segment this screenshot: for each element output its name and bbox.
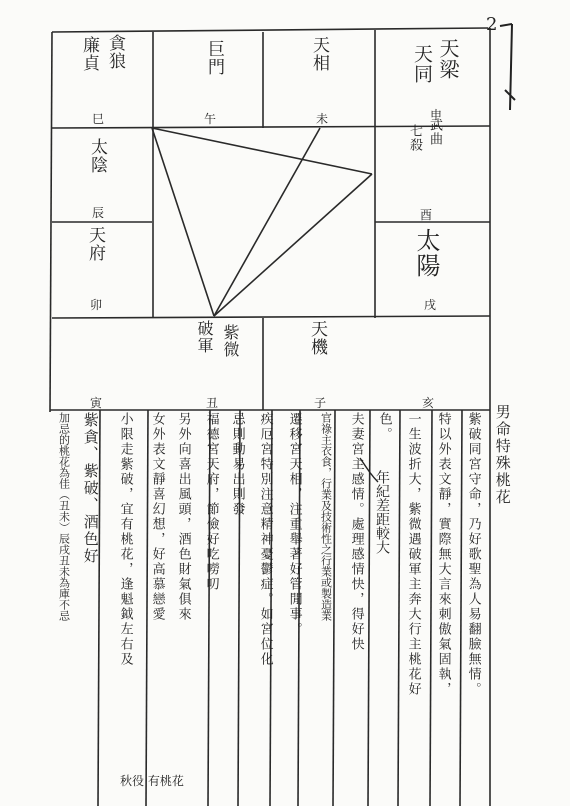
notes-col-7: 遷移宮天相，注重舉著好管閒事。 (286, 412, 302, 637)
cell-shen-star-4: 七殺 (407, 124, 422, 152)
branch-you: 酉 (420, 208, 433, 222)
branch-xu: 戌 (424, 298, 437, 312)
cell-wei-star: 天相 (309, 36, 329, 72)
branch-chen: 辰 (92, 206, 105, 220)
notes-col-6: 官祿主衣食，行業及技術性之行業或製造業 (319, 412, 333, 621)
branch-wu: 午 (204, 112, 217, 126)
branch-mao: 卯 (90, 298, 103, 312)
notes-col-12: 女外表文靜喜幻想，好高慕戀愛 (149, 412, 165, 622)
branch-chou: 丑 (206, 396, 219, 410)
cell-wu-star: 巨門 (204, 40, 224, 76)
cell-shen-star-2: 天同 (411, 44, 433, 84)
notes-col-4: 色。 (376, 412, 392, 442)
annotation-age-note: 年紀差距較大 (374, 470, 390, 554)
notes-title: 男命特殊桃花 (493, 404, 512, 506)
branch-hai: 亥 (422, 396, 435, 410)
notes-col-1: 紫破同宮守命，乃好歌聖為人易翻臉無情。 (465, 412, 481, 697)
notes-col-5: 夫妻宮主感情。處理感情快，得好快 (348, 412, 364, 652)
notes-col-8: 疾厄宮特別注意精神憂鬱症。如宮位化 (257, 412, 273, 667)
cell-shen-star-3: 武曲 (427, 118, 442, 146)
page-number: 2 (486, 14, 498, 35)
cell-si-star-2: 貪狼 (105, 34, 125, 70)
notes-col-15: 加忌的桃花為佳（丑未）辰戌丑未為庫不忌 (57, 412, 71, 621)
notes-col-2: 特以外表文靜，實際無大言來刺傲氣固執， (435, 412, 451, 697)
branch-wei: 未 (316, 112, 329, 126)
cell-chou-star-1: 紫微 (221, 324, 240, 358)
cell-chou-star-2: 破軍 (195, 320, 214, 354)
branch-shen: 申 (430, 108, 443, 122)
notes-col-13: 小限走紫破，宜有桃花，逢魁鉞左右及 (117, 412, 133, 667)
branch-zi: 子 (314, 396, 327, 410)
cell-zi-star: 天機 (307, 320, 327, 356)
cell-you-star: 太陽 (412, 228, 440, 278)
notes-col-3: 一生波折大，紫微遇破軍主奔大行主桃花好 (405, 412, 421, 697)
cell-mao-star: 天府 (85, 226, 105, 262)
notes-col-10: 福德宮天府，節儉好吃嘮叨 (203, 412, 219, 592)
branch-si: 巳 (92, 112, 105, 126)
annotation-margin-note: 秋役 有桃花 (120, 774, 184, 788)
cell-chen-star: 太陰 (87, 138, 107, 174)
notes-col-9: 忌則動易出則發 (229, 412, 245, 517)
notes-col-11: 另外向喜出風頭，酒色財氣俱來 (175, 412, 191, 622)
cell-shen-star-1: 天梁 (436, 38, 460, 80)
branch-yin: 寅 (90, 396, 103, 410)
notes-col-14: 紫貪、紫破、酒色好 (81, 412, 100, 565)
cell-si-star-1: 廉貞 (79, 36, 99, 72)
